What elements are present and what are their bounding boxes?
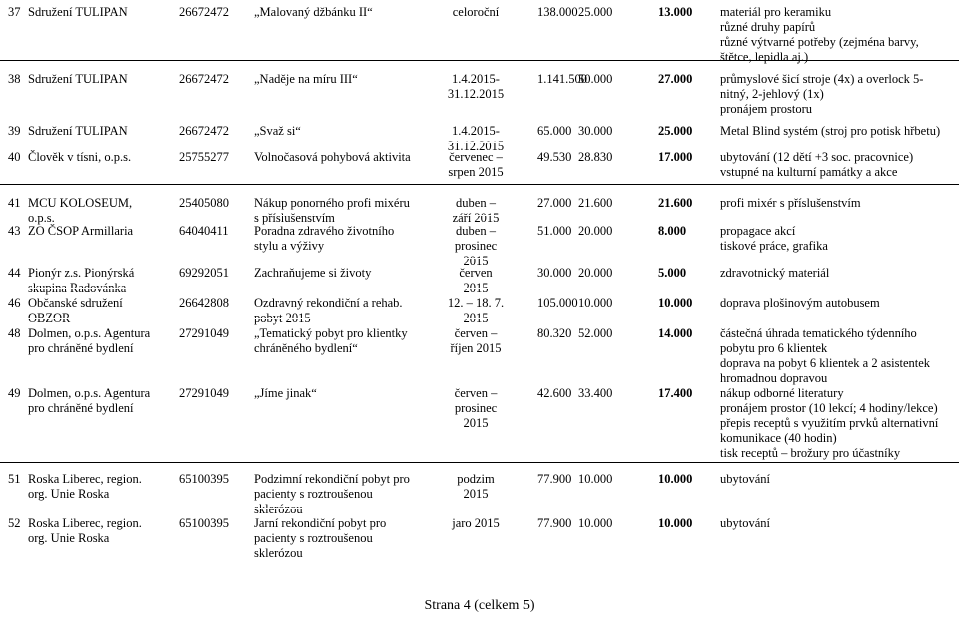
term-line: červen – <box>454 386 498 400</box>
requested-amount <box>578 196 612 211</box>
organization <box>28 386 150 416</box>
row-gap <box>28 378 518 379</box>
ico-line: 26672472 <box>179 5 229 19</box>
description-line: pronájem prostor (10 lekcí; 4 hodiny/lekce) <box>720 401 938 415</box>
requested-amount-line: 33.400 <box>578 386 613 400</box>
organization-line: Dolmen, o.p.s. Agentura <box>28 326 151 340</box>
term <box>432 150 520 180</box>
description <box>720 72 923 117</box>
row-number-line: 46 <box>8 296 21 310</box>
organization <box>28 266 134 296</box>
term-line: 1.4.2015- <box>452 124 500 138</box>
organization <box>28 516 142 546</box>
term <box>432 386 520 431</box>
requested-amount <box>578 72 612 87</box>
row-number-line: 48 <box>8 326 21 340</box>
total-cost-line: 1.141.500 <box>537 72 587 86</box>
project-name-line: „Tematický pobyt pro klientky <box>254 326 408 340</box>
description-line: různé druhy papírů <box>720 20 816 34</box>
project-name-line: Jarní rekondiční pobyt pro <box>254 516 387 530</box>
term <box>432 472 520 502</box>
total-cost-line: 27.000 <box>537 196 572 210</box>
total-cost-line: 77.900 <box>537 472 572 486</box>
row-number <box>8 5 21 20</box>
project-name-line: pacienty s roztroušenou <box>254 487 373 501</box>
term <box>432 326 520 356</box>
ico <box>179 124 229 139</box>
description <box>720 326 930 386</box>
granted-amount-line: 5.000 <box>658 266 687 280</box>
row-number <box>8 224 21 239</box>
organization <box>28 326 150 356</box>
organization <box>28 196 132 226</box>
requested-amount-line: 10.000 <box>578 296 613 310</box>
organization-line: Sdružení TULIPAN <box>28 124 128 138</box>
project-name <box>254 472 410 517</box>
row-gap <box>28 508 518 509</box>
term <box>432 224 520 269</box>
description <box>720 386 938 461</box>
description <box>720 150 913 180</box>
ico-line: 26642808 <box>179 296 229 310</box>
requested-amount-line: 10.000 <box>578 516 613 530</box>
row-number <box>8 266 21 281</box>
description <box>720 5 919 65</box>
project-name-line: sklerózou <box>254 546 303 560</box>
total-cost-line: 77.900 <box>537 516 572 530</box>
granted-amount-line: 10.000 <box>658 472 693 486</box>
granted-amount-line: 17.400 <box>658 386 693 400</box>
total-cost <box>537 326 571 341</box>
project-name <box>254 150 411 165</box>
requested-amount-line: 21.600 <box>578 196 613 210</box>
requested-amount <box>578 224 612 239</box>
row-gap <box>28 215 518 216</box>
organization-line: org. Unie Roska <box>28 487 110 501</box>
description-line: profi mixér s příslušenstvím <box>720 196 861 210</box>
row-number-line: 39 <box>8 124 21 138</box>
row-number <box>8 124 21 139</box>
term <box>432 266 520 296</box>
description-line: ubytování <box>720 516 770 530</box>
row-number <box>8 516 21 531</box>
organization <box>28 472 142 502</box>
organization-line: Dolmen, o.p.s. Agentura <box>28 386 151 400</box>
project-name <box>254 5 373 20</box>
term <box>432 196 520 226</box>
row-gap <box>28 318 518 319</box>
page-footer: Strana 4 (celkem 5) <box>424 598 535 613</box>
organization-line: org. Unie Roska <box>28 531 110 545</box>
term-line: září 2015 <box>452 211 500 225</box>
term-line: říjen 2015 <box>450 341 502 355</box>
term-line: 31.12.2015 <box>447 139 505 153</box>
total-cost-line: 51.000 <box>537 224 572 238</box>
granted-amount <box>658 326 692 341</box>
requested-amount-line: 30.000 <box>578 124 613 138</box>
requested-amount-line: 50.000 <box>578 72 613 86</box>
organization-line: pro chráněné bydlení <box>28 401 134 415</box>
granted-amount <box>658 150 692 165</box>
project-name-line: Poradna zdravého životního <box>254 224 395 238</box>
project-name-line: Nákup ponorného profi mixéru <box>254 196 410 210</box>
total-cost <box>537 516 571 531</box>
term-line: 2015 <box>463 416 489 430</box>
granted-amount <box>658 266 686 281</box>
row-number <box>8 386 21 401</box>
project-name <box>254 224 394 254</box>
row-number-line: 49 <box>8 386 21 400</box>
total-cost <box>537 472 571 487</box>
description-line: nitný, 2-jehlový (1x) <box>720 87 824 101</box>
row-number-line: 40 <box>8 150 21 164</box>
project-name-line: chráněného bydlení“ <box>254 341 358 355</box>
row-number <box>8 326 21 341</box>
organization <box>28 224 133 239</box>
section-divider <box>0 462 959 463</box>
ico-line: 27291049 <box>179 386 229 400</box>
section-divider <box>0 184 959 185</box>
row-number-line: 37 <box>8 5 21 19</box>
description <box>720 472 770 487</box>
ico-line: 65100395 <box>179 472 229 486</box>
description-line: tisk receptů – brožury pro účastníky <box>720 446 901 460</box>
description <box>720 124 940 139</box>
granted-amount <box>658 72 692 87</box>
ico-line: 26672472 <box>179 124 229 138</box>
term <box>432 296 520 326</box>
requested-amount <box>578 472 612 487</box>
description-line: zdravotnický materiál <box>720 266 830 280</box>
granted-amount <box>658 196 692 211</box>
row-number-line: 38 <box>8 72 21 86</box>
granted-amount-line: 25.000 <box>658 124 693 138</box>
ico <box>179 472 229 487</box>
description-line: ubytování <box>720 472 770 486</box>
total-cost-line: 65.000 <box>537 124 572 138</box>
row-gap <box>28 116 518 117</box>
term-line: duben – <box>456 224 496 238</box>
total-cost <box>537 224 571 239</box>
description-line: tiskové práce, grafika <box>720 239 828 253</box>
project-name-line: sklerózou <box>254 502 303 516</box>
row-gap <box>28 258 518 259</box>
ico <box>179 224 229 239</box>
row-gap <box>28 142 518 143</box>
project-name <box>254 196 410 226</box>
description <box>720 266 829 281</box>
granted-amount <box>658 386 692 401</box>
requested-amount <box>578 386 612 401</box>
project-name-line: „Malovaný džbánku II“ <box>254 5 373 19</box>
organization-line: Roska Liberec, region. <box>28 516 142 530</box>
row-number-line: 44 <box>8 266 21 280</box>
description-line: pobytu pro 6 klientek <box>720 341 828 355</box>
project-name-line: stylu a výživy <box>254 239 325 253</box>
ico <box>179 72 229 87</box>
description-line: hromadnou dopravou <box>720 371 828 385</box>
total-cost <box>537 124 571 139</box>
organization-line: Člověk v tísni, o.p.s. <box>28 150 132 164</box>
project-name <box>254 326 408 356</box>
requested-amount-line: 52.000 <box>578 326 613 340</box>
project-name-line: „Svaž si“ <box>254 124 301 138</box>
term-line: celoroční <box>452 5 500 19</box>
row-number <box>8 72 21 87</box>
granted-amount <box>658 124 692 139</box>
project-name <box>254 516 386 561</box>
description-line: různé výtvarné potřeby (zejména barvy, <box>720 35 919 49</box>
ico <box>179 266 229 281</box>
description <box>720 196 861 211</box>
project-name-line: Zachraňujeme si životy <box>254 266 372 280</box>
granted-amount-line: 8.000 <box>658 224 687 238</box>
total-cost-line: 42.600 <box>537 386 572 400</box>
ico-line: 65100395 <box>179 516 229 530</box>
project-name-line: „Jíme jinak“ <box>254 386 317 400</box>
ico <box>179 386 229 401</box>
description-line: štětce, lepidla aj.) <box>720 50 809 64</box>
ico <box>179 516 229 531</box>
granted-amount-line: 14.000 <box>658 326 693 340</box>
total-cost-line: 30.000 <box>537 266 572 280</box>
ico <box>179 326 229 341</box>
project-name <box>254 296 403 326</box>
row-number <box>8 150 21 165</box>
description <box>720 224 828 254</box>
organization <box>28 150 131 165</box>
term <box>432 72 520 102</box>
term-line: červenec – <box>449 150 503 164</box>
organization-line: pro chráněné bydlení <box>28 341 134 355</box>
requested-amount <box>578 5 612 20</box>
granted-amount-line: 10.000 <box>658 516 693 530</box>
description-line: doprava plošinovým autobusem <box>720 296 880 310</box>
organization-line: OBZOR <box>28 311 71 325</box>
project-name <box>254 72 358 87</box>
organization-line: Občanské sdružení <box>28 296 123 310</box>
granted-amount-line: 27.000 <box>658 72 693 86</box>
row-number <box>8 296 21 311</box>
description-line: doprava na pobyt 6 klientek a 2 asistentek <box>720 356 931 370</box>
term-line: 2015 <box>463 281 489 295</box>
total-cost <box>537 196 571 211</box>
ico-line: 69292051 <box>179 266 229 280</box>
ico <box>179 5 229 20</box>
requested-amount <box>578 124 612 139</box>
requested-amount <box>578 326 612 341</box>
term-line: 1.4.2015- <box>452 72 500 86</box>
organization <box>28 5 128 20</box>
project-name <box>254 266 371 281</box>
ico-line: 64040411 <box>179 224 229 238</box>
description-line: Metal Blind systém (stroj pro potisk hřbetu) <box>720 124 941 138</box>
granted-amount-line: 13.000 <box>658 5 693 19</box>
ico-line: 27291049 <box>179 326 229 340</box>
organization <box>28 72 128 87</box>
organization-line: Sdružení TULIPAN <box>28 72 128 86</box>
term-line: prosinec <box>454 239 498 253</box>
ico-line: 25755277 <box>179 150 229 164</box>
ico-line: 26672472 <box>179 72 229 86</box>
term-line: červen – <box>454 326 498 340</box>
row-gap <box>28 288 518 289</box>
term-line: prosinec <box>454 401 498 415</box>
organization <box>28 124 128 139</box>
organization-line: o.p.s. <box>28 211 55 225</box>
requested-amount-line: 10.000 <box>578 472 613 486</box>
total-cost <box>537 5 578 20</box>
requested-amount-line: 28.830 <box>578 150 613 164</box>
granted-amount <box>658 296 692 311</box>
requested-amount <box>578 150 612 165</box>
ico <box>179 196 229 211</box>
ico <box>179 150 229 165</box>
total-cost <box>537 150 571 165</box>
description-line: materiál pro keramiku <box>720 5 832 19</box>
project-name-line: Volnočasová pohybová aktivita <box>254 150 411 164</box>
project-name <box>254 386 317 401</box>
organization <box>28 296 123 326</box>
row-number-line: 43 <box>8 224 21 238</box>
term-line: duben – <box>456 196 496 210</box>
organization-line: skupina Radovánka <box>28 281 127 295</box>
total-cost-line: 49.530 <box>537 150 572 164</box>
term-line: 2015 <box>463 254 489 268</box>
term-line: srpen 2015 <box>448 165 504 179</box>
term <box>432 5 520 20</box>
organization-line: Sdružení TULIPAN <box>28 5 128 19</box>
organization-line: Pionýr z.s. Pionýrská <box>28 266 135 280</box>
description-line: nákup odborné literatury <box>720 386 844 400</box>
organization-line: Roska Liberec, region. <box>28 472 142 486</box>
row-number-line: 51 <box>8 472 21 486</box>
total-cost <box>537 386 571 401</box>
project-name-line: „Naděje na míru III“ <box>254 72 358 86</box>
requested-amount-line: 20.000 <box>578 224 613 238</box>
granted-amount-line: 10.000 <box>658 296 693 310</box>
description-line: vstupné na kulturní památky a akce <box>720 165 898 179</box>
granted-amount <box>658 516 692 531</box>
requested-amount-line: 20.000 <box>578 266 613 280</box>
term-line: 2015 <box>463 311 489 325</box>
project-name-line: s příslušenstvím <box>254 211 335 225</box>
requested-amount <box>578 296 612 311</box>
requested-amount <box>578 516 612 531</box>
description-line: přepis receptů s využitím prvků alternativní <box>720 416 939 430</box>
project-name-line: pacienty s roztroušenou <box>254 531 373 545</box>
granted-amount <box>658 472 692 487</box>
project-name-line: pobyt 2015 <box>254 311 311 325</box>
section-divider <box>0 60 959 61</box>
row-number <box>8 196 21 211</box>
granted-amount-line: 17.000 <box>658 150 693 164</box>
total-cost <box>537 266 571 281</box>
row-number <box>8 472 21 487</box>
total-cost-line: 105.000 <box>537 296 578 310</box>
term-line: podzim <box>457 472 495 486</box>
term-line: jaro 2015 <box>452 516 500 530</box>
total-cost <box>537 296 578 311</box>
term-line: 31.12.2015 <box>447 87 505 101</box>
total-cost-line: 80.320 <box>537 326 572 340</box>
organization-line: MCU KOLOSEUM, <box>28 196 133 210</box>
granted-amount-line: 21.600 <box>658 196 693 210</box>
term-line: 12. – 18. 7. <box>447 296 505 310</box>
total-cost-line: 138.000 <box>537 5 578 19</box>
row-number-line: 52 <box>8 516 21 530</box>
description <box>720 516 770 531</box>
term-line: červen <box>459 266 493 280</box>
ico <box>179 296 229 311</box>
term <box>432 516 520 531</box>
requested-amount-line: 25.000 <box>578 5 613 19</box>
description-line: průmyslové šicí stroje (4x) a overlock 5- <box>720 72 924 86</box>
description <box>720 296 880 311</box>
project-name-line: Ozdravný rekondiční a rehab. <box>254 296 403 310</box>
granted-amount <box>658 224 686 239</box>
row-number-line: 41 <box>8 196 21 210</box>
description-line: propagace akcí <box>720 224 796 238</box>
description-line: komunikace (40 hodin) <box>720 431 837 445</box>
description-line: pronájem prostoru <box>720 102 812 116</box>
description-line: částečná úhrada tematického týdenního <box>720 326 917 340</box>
ico-line: 25405080 <box>179 196 229 210</box>
project-name-line: Podzimní rekondiční pobyt pro <box>254 472 410 486</box>
term-line: 2015 <box>463 487 489 501</box>
project-name <box>254 124 301 139</box>
granted-amount <box>658 5 692 20</box>
requested-amount <box>578 266 612 281</box>
description-line: ubytování (12 dětí +3 soc. pracovnice) <box>720 150 914 164</box>
organization-line: ZO ČSOP Armillaria <box>28 224 134 238</box>
